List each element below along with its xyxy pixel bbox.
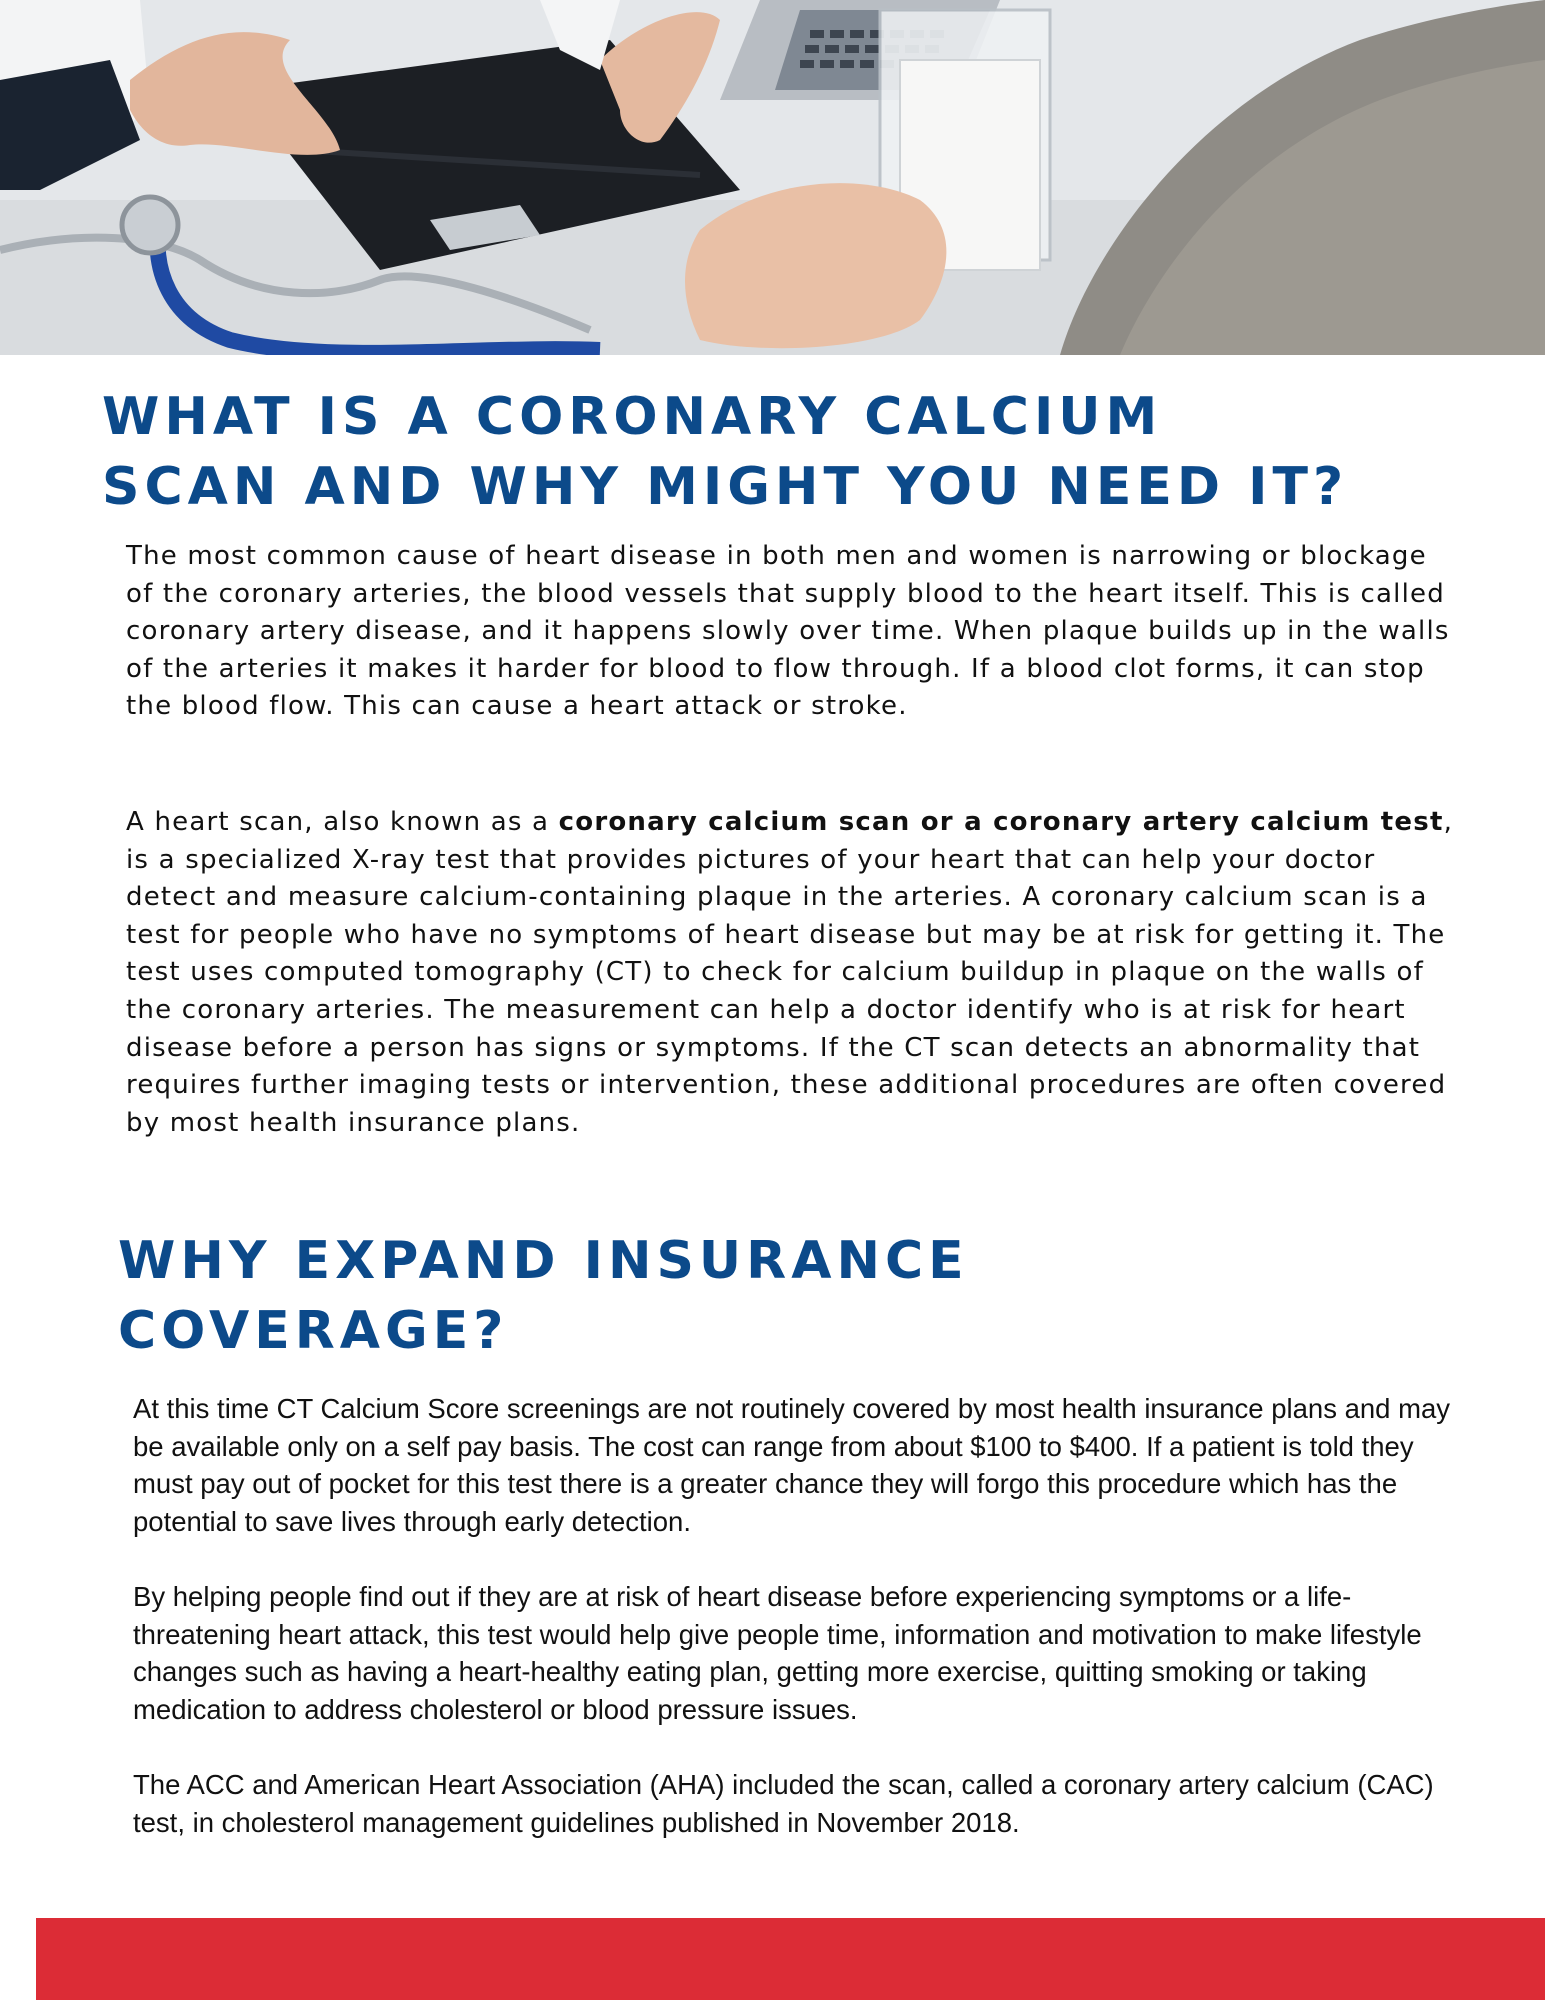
- section-title-line: WHY EXPAND INSURANCE: [118, 1231, 969, 1291]
- paragraph-text: A heart scan, also known as a: [126, 807, 559, 837]
- section-title-line: SCAN AND WHY MIGHT YOU NEED IT?: [102, 457, 1349, 517]
- paragraph-text: , is a specialized X-ray test that provides pictures of your heart that can help your doctor detect and measure calcium-containing plaque in the arteries. A coronary calcium scan is a test for people who have no symptoms of heart disease but may be at risk for getting it. The test uses computed tomography (CT) to check for calcium buildup in plaque on the walls of the coronary arteries. The measurement can help a doctor identify who is at risk for heart disease before a person has signs or symptoms. If the CT scan detects an abnormality that requires further imaging tests or intervention, these additional procedures are often covered by most health insurance plans.: [126, 807, 1454, 1138]
- section-title-expand-insurance: [118, 1226, 1418, 1366]
- paragraph-heart-scan-description: [126, 804, 1456, 1142]
- paragraph-risk-benefits: By helping people find out if they are at risk of heart disease before experiencing symptoms or a life-threatening heart attack, this test would help give people time, information and motivation to make lifestyle changes such as having a heart-healthy eating plan, getting more exercise, quitting smoking or taking medication to address cholesterol or blood pressure issues.: [133, 1581, 1422, 1725]
- hero-photo: [0, 0, 1545, 355]
- section-title-line: WHAT IS A CORONARY CALCIUM: [102, 387, 1163, 447]
- footer-bar: [36, 1918, 1545, 2000]
- paragraph-acc-aha-guidelines: The ACC and American Heart Association (AHA) included the scan, called a coronary artery calcium (CAC) test, in cholesterol management guidelines published in November 2018.: [133, 1769, 1434, 1838]
- section-title-coronary-calcium-scan: [102, 382, 1522, 522]
- paragraph-heart-disease-cause: The most common cause of heart disease in both men and women is narrowing or blockage of the coronary arteries, the blood vessels that supply blood to the heart itself. This is called coronary artery disease, and it happens slowly over time. When plaque builds up in the walls of the arteries it makes it harder for blood to flow through. If a blood clot forms, it can stop the blood flow. This can cause a heart attack or stroke.: [126, 541, 1450, 722]
- paragraph-coverage-cost: At this time CT Calcium Score screenings are not routinely covered by most health insurance plans and may be available only on a self pay basis. The cost can range from about $100 to $400. If a patient is told they must pay out of pocket for this test there is a greater chance they will forgo this procedure which has the potential to save lives through early detection.: [133, 1393, 1451, 1537]
- hero-illustration: [0, 0, 1545, 355]
- paragraph-bold-term: coronary calcium scan or a coronary artery calcium test: [558, 807, 1444, 837]
- section-title-line: COVERAGE?: [118, 1301, 509, 1361]
